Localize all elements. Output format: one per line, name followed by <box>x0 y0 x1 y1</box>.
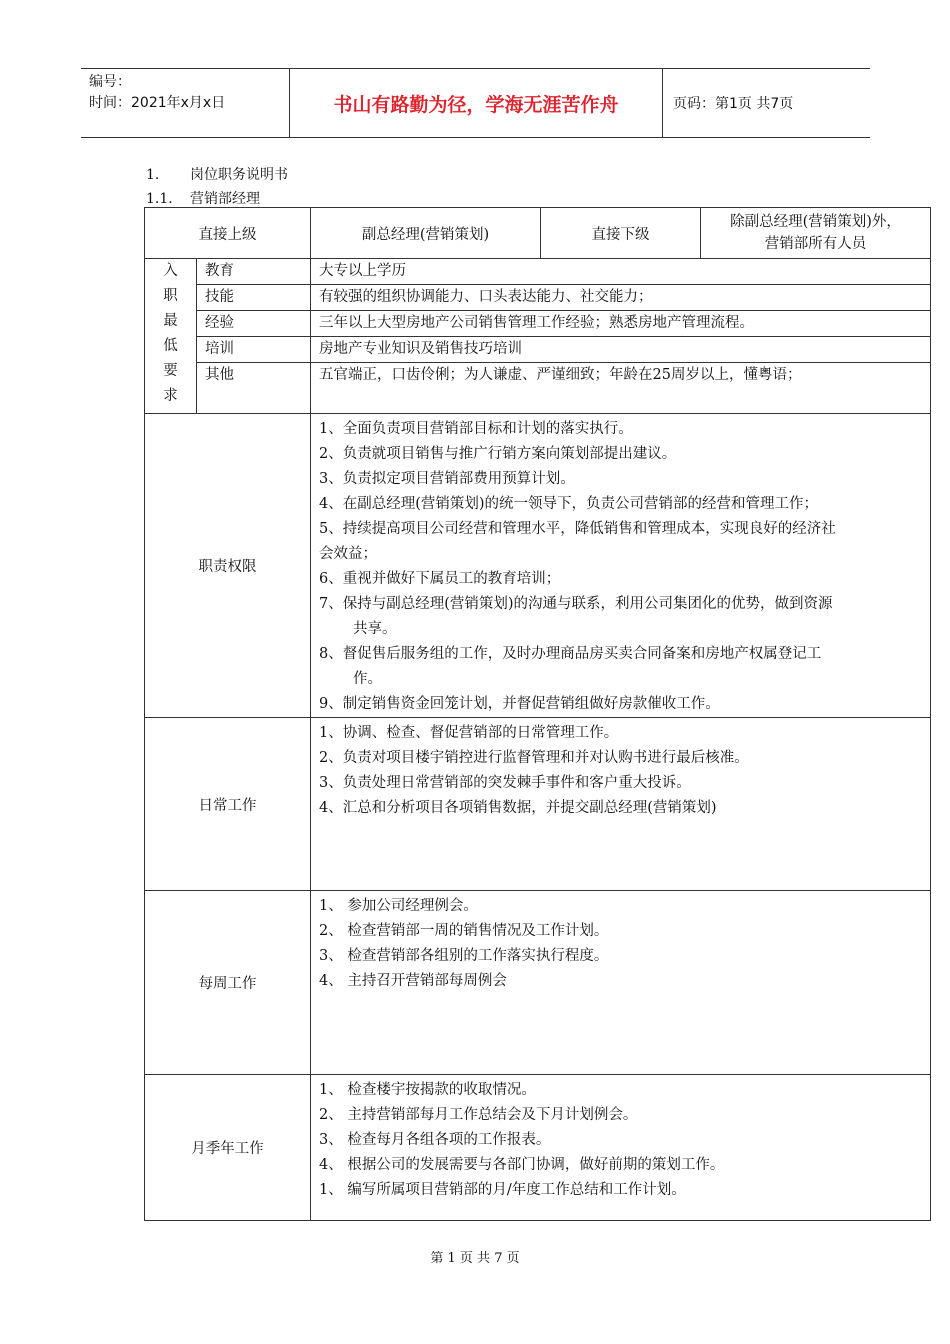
list-item: 2、 主持营销部每月工作总结会及下月计划例会。 <box>319 1107 638 1123</box>
list-item: 3、 检查营销部各组别的工作落实执行程度。 <box>319 948 609 964</box>
req-char: 最 <box>163 313 178 329</box>
weekly-list <box>311 891 931 1075</box>
subordinate-label: 直接下级 <box>541 208 701 259</box>
req-char: 职 <box>163 288 178 304</box>
weekly-row <box>145 891 931 1075</box>
list-item: 1、全面负责项目营销部目标和计划的落实执行。 <box>319 421 633 437</box>
subsection-number: 1.1. <box>146 191 173 207</box>
duties-label: 职责权限 <box>145 414 311 718</box>
list-item: 2、负责对项目楼宇销控进行监督管理和并对认购书进行最后核准。 <box>319 750 749 766</box>
list-item: 1、 参加公司经理例会。 <box>319 898 478 914</box>
list-item: 4、在副总经理(营销策划)的统一领导下，负责公司营销部的经营和管理工作； <box>319 496 819 512</box>
requirement-value: 有较强的组织协调能力、口头表达能力、社交能力； <box>311 285 931 311</box>
list-item: 1、协调、检查、督促营销部的日常管理工作。 <box>319 725 619 741</box>
requirement-label: 技能 <box>197 285 311 311</box>
superior-label: 直接上级 <box>145 208 311 259</box>
list-item: 共享。 <box>353 621 397 637</box>
subordinate-value-line2: 营销部所有人员 <box>764 236 867 252</box>
header-meta <box>81 69 290 137</box>
superior-value: 副总经理(营销策划) <box>311 208 541 259</box>
time-label: 时间：2021年x月x日 <box>89 95 226 111</box>
list-item: 3、负责拟定项目营销部费用预算计划。 <box>319 471 575 487</box>
list-item: 会效益； <box>319 546 377 562</box>
list-item: 1、 检查楼宇按揭款的收取情况。 <box>319 1082 536 1098</box>
list-item: 9、制定销售资金回笼计划，并督促营销组做好房款催收工作。 <box>319 696 720 712</box>
header-motto: 书山有路勤为径，学海无涯苦作舟 <box>290 69 663 137</box>
list-item: 3、 检查每月各组各项的工作报表。 <box>319 1132 551 1148</box>
monthly-row <box>145 1075 931 1221</box>
requirement-label: 经验 <box>197 311 311 337</box>
req-char: 求 <box>163 388 178 404</box>
list-item: 5、持续提高项目公司经营和管理水平，降低销售和管理成本，实现良好的经济社 <box>319 521 836 537</box>
section-number: 1. <box>146 167 160 183</box>
list-item: 7、保持与副总经理(营销策划)的沟通与联系，利用公司集团化的优势，做到资源 <box>319 596 833 612</box>
list-item: 作。 <box>353 671 382 687</box>
requirement-row <box>145 259 931 285</box>
subordinate-value <box>701 208 931 259</box>
requirement-label: 教育 <box>197 259 311 285</box>
requirements-label <box>145 259 197 414</box>
requirement-value: 五官端正，口齿伶俐；为人谦虚、严谨细致；年龄在25周岁以上，懂粤语； <box>311 363 931 414</box>
daily-list <box>311 718 931 891</box>
reporting-row <box>145 208 931 259</box>
daily-label: 日常工作 <box>145 718 311 891</box>
duties-list <box>311 414 931 718</box>
subsection-title: 营销部经理 <box>190 191 260 207</box>
req-char: 入 <box>163 263 178 279</box>
job-description-table <box>144 207 931 1221</box>
monthly-list <box>311 1075 931 1221</box>
monthly-label: 月季年工作 <box>145 1075 311 1221</box>
subsection-heading <box>146 188 260 208</box>
duties-row <box>145 414 931 718</box>
requirement-row <box>145 285 931 311</box>
list-item: 2、 检查营销部一周的销售情况及工作计划。 <box>319 923 609 939</box>
list-item: 6、重视并做好下属员工的教育培训； <box>319 571 561 587</box>
requirement-value: 三年以上大型房地产公司销售管理工作经验；熟悉房地产管理流程。 <box>311 311 931 337</box>
list-item: 3、负责处理日常营销部的突发棘手事件和客户重大投诉。 <box>319 775 691 791</box>
list-item: 4、 根据公司的发展需要与各部门协调，做好前期的策划工作。 <box>319 1157 725 1173</box>
req-char: 要 <box>163 363 178 379</box>
section-heading <box>146 164 288 184</box>
req-char: 低 <box>163 338 178 354</box>
requirement-row <box>145 311 931 337</box>
list-item: 8、督促售后服务组的工作，及时办理商品房买卖合同备案和房地产权属登记工 <box>319 646 822 662</box>
list-item: 4、 主持召开营销部每周例会 <box>319 973 507 989</box>
subordinate-value-line1: 除副总经理(营销策划)外， <box>730 214 901 230</box>
daily-row <box>145 718 931 891</box>
requirement-value: 房地产专业知识及销售技巧培训 <box>311 337 931 363</box>
page-header <box>81 68 870 138</box>
section-title: 岗位职务说明书 <box>190 167 288 183</box>
list-item: 2、负责就项目销售与推广行销方案向策划部提出建议。 <box>319 446 677 462</box>
serial-label: 编号： <box>89 74 131 90</box>
list-item: 1、 编写所属项目营销部的月/年度工作总结和工作计划。 <box>319 1182 686 1198</box>
list-item: 4、汇总和分析项目各项销售数据，并提交副总经理(营销策划) <box>319 800 717 816</box>
header-page-label: 页码：第1页 共7页 <box>673 96 794 112</box>
requirement-value: 大专以上学历 <box>311 259 931 285</box>
requirement-row <box>145 363 931 414</box>
requirement-label: 培训 <box>197 337 311 363</box>
requirement-label: 其他 <box>197 363 311 414</box>
requirement-row <box>145 337 931 363</box>
weekly-label: 每周工作 <box>145 891 311 1075</box>
page-footer: 第 1 页 共 7 页 <box>430 1251 520 1266</box>
